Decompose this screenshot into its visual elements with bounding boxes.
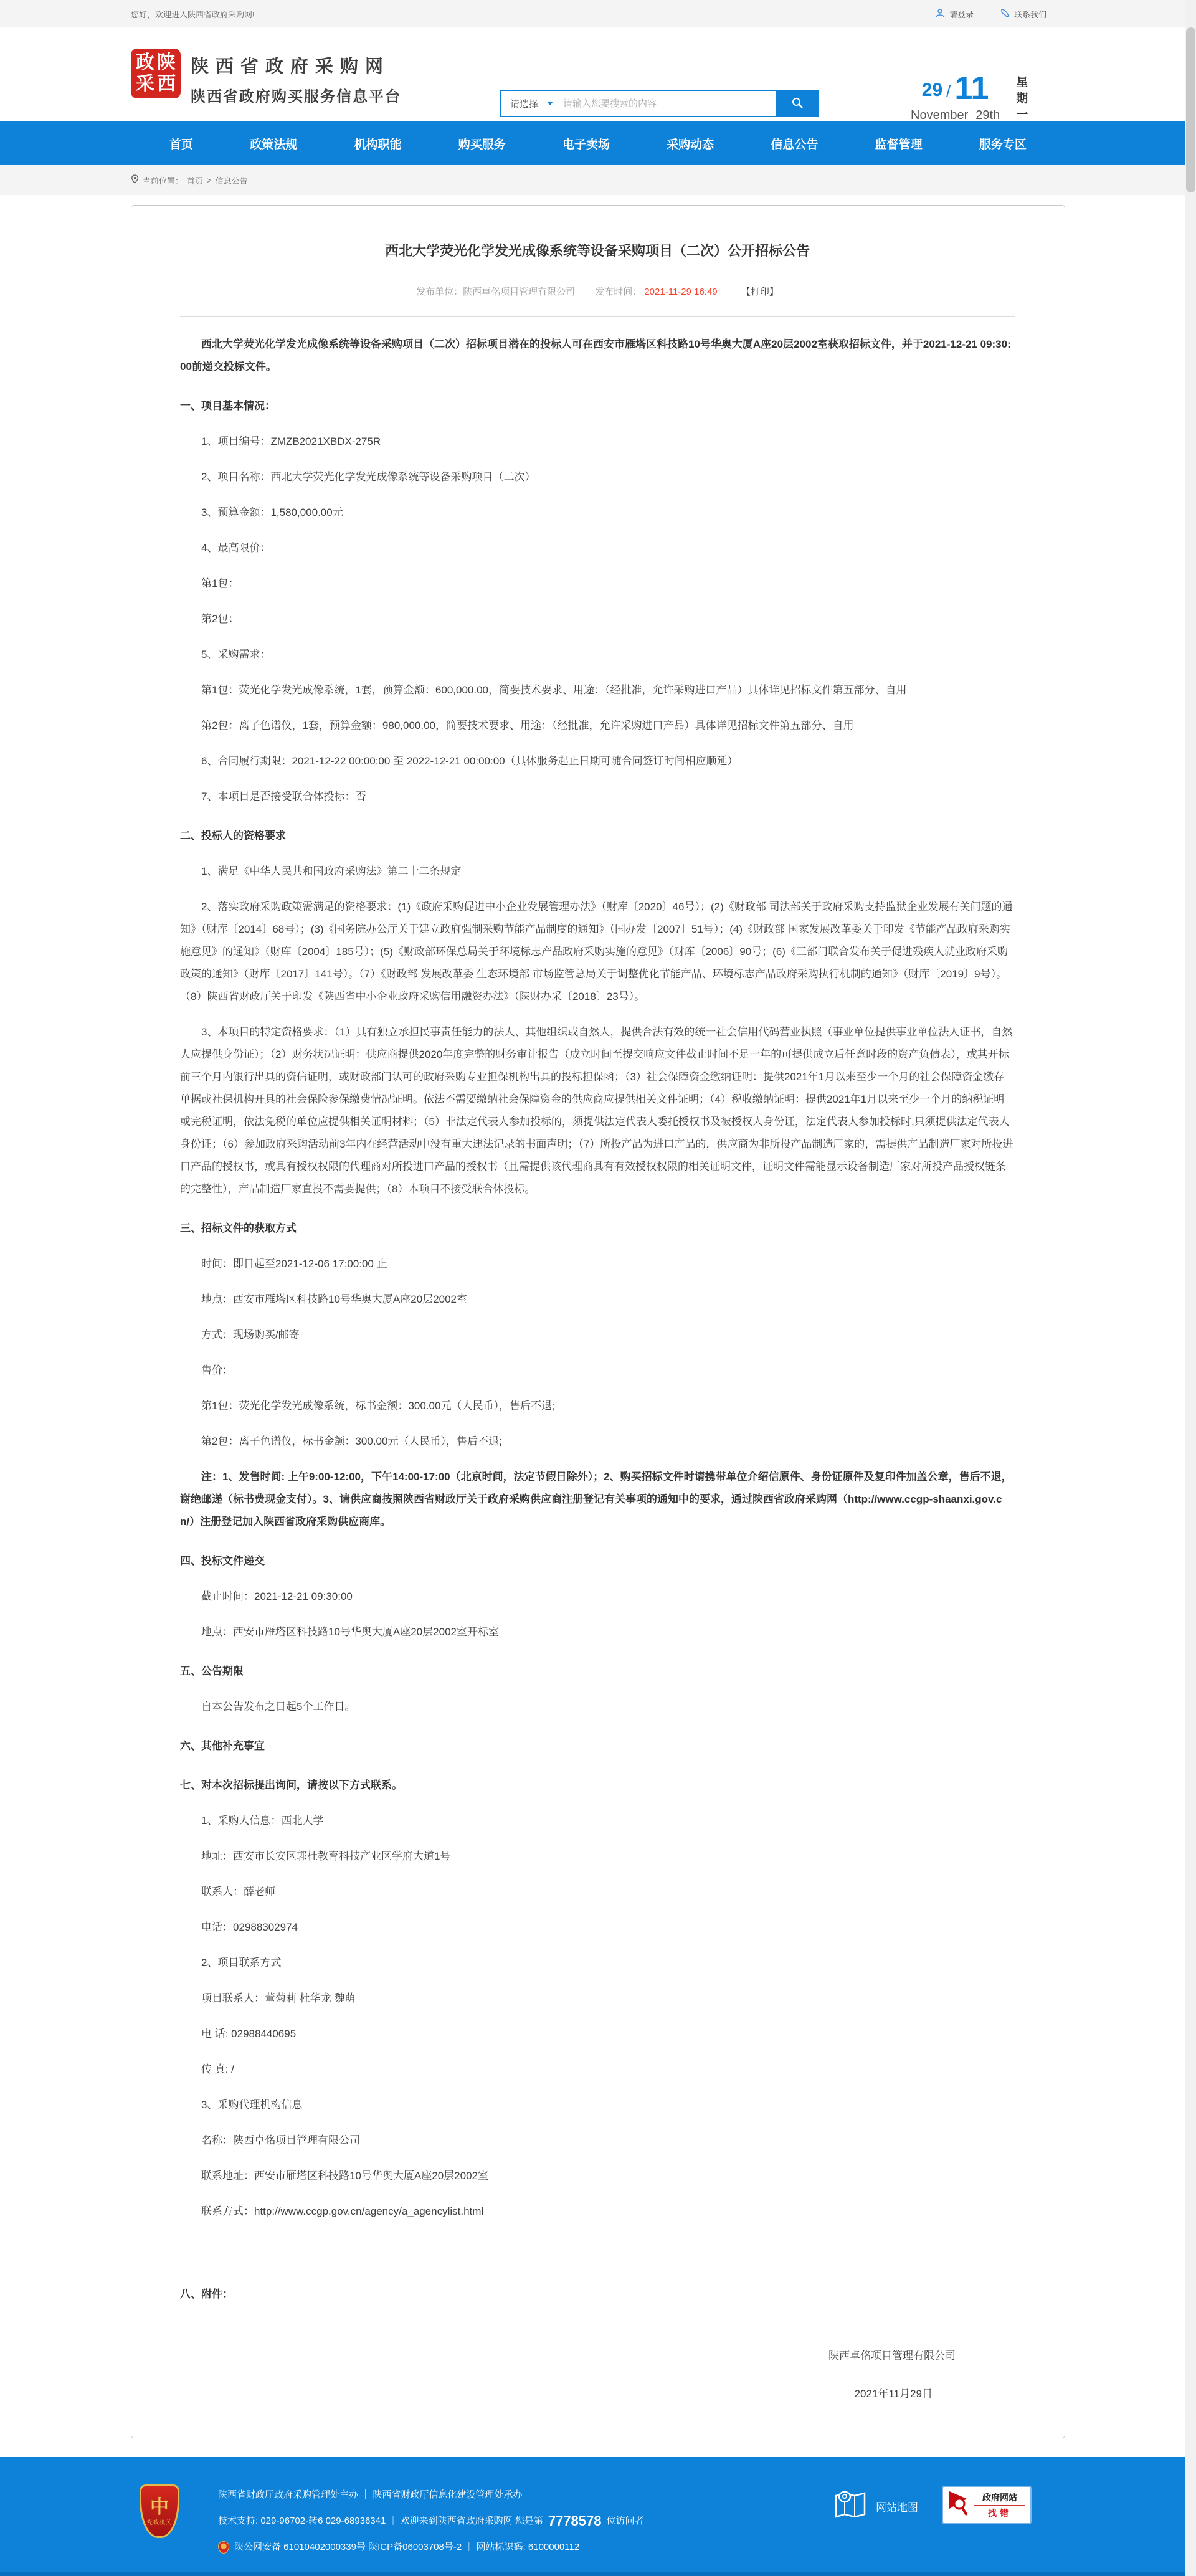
- government-emblem-icon: 中 党政机关: [140, 2484, 179, 2538]
- doc-paragraph: 传 真: /: [201, 2063, 234, 2075]
- search-icon: [791, 97, 804, 111]
- sitemap-link[interactable]: 网站地图: [833, 2489, 918, 2524]
- doc-paragraph: 第1包：: [201, 577, 239, 589]
- phone-icon: [1000, 8, 1010, 20]
- search-category-select[interactable]: [501, 97, 563, 110]
- top-bar: [0, 0, 1196, 27]
- doc-paragraph: 2、落实政府采购政策需满足的资格要求：(1)《政府采购促进中小企业发展管理办法》（财库〔2020〕46号）；(2)《财政部 司法部关于政府采购支持监狱企业发展有关问题的通知》（财库〔2014〕68号）；(3)《国务院办公厅关于建立政府强制采购节能产品制度的通知》（国办发〔2007〕51号）；(4)《财政部 国家发展改革委关于印发《节能产品政府采购实施意见》的通知》（财库〔2004〕185号）；(5)《财政部环保总局关于环境标志产品政府采购实施的意见》（财库〔2006〕90号；(6)《三部门联合发布关于促进残疾人就业政府采购政策的通知》（财库〔2017〕141号）。（7）《财政部 发展改革委 生态环境部 市场监管总局关于调整优化节能产品、环境标志产品政府采购执行机制的通知》（财库〔2019〕9号）。（8）陕西省财政厅关于印发《陕西省中小企业政府采购信用融资办法》（陕财办采〔2018〕23号）。: [180, 901, 1013, 1002]
- site-logo: [131, 49, 181, 98]
- doc-paragraph: 1、项目编号：ZMZB2021XBDX-275R: [201, 435, 381, 447]
- publish-time-value: 2021-11-29 16:49: [644, 287, 718, 297]
- footer-info: [218, 2482, 644, 2560]
- footer-line-organizer: 陕西省财政厅政府采购管理处主办 ｜ 陕西省财政厅信息化建设管理处承办: [218, 2489, 523, 2500]
- footer-line-support: 技术支持: 029-96702-转6 029-68936341 ｜ 欢迎来到陕西省政府采购网 您是第 7778578 位访问者: [218, 2508, 644, 2534]
- scrollbar-thumb[interactable]: [1186, 27, 1195, 192]
- footer-line-icp: 陕公网安备 61010402000339号 陕ICP备06003708号-2 ｜ 网站标识码: 6100000112: [218, 2534, 644, 2560]
- main-nav: [0, 121, 1196, 165]
- doc-paragraph: 1、采购人信息：西北大学: [201, 1815, 324, 1827]
- date-numbers: [911, 72, 1000, 123]
- doc-paragraph: 第1包：荧光化学发光成像系统，标书金额：300.00元（人民币），售后不退;: [201, 1400, 555, 1412]
- section-heading: 一、项目基本情况：: [180, 400, 275, 412]
- user-icon: [935, 8, 945, 20]
- doc-paragraph: 2、项目联系方式: [201, 1957, 282, 1969]
- logo-char: 陕: [157, 52, 176, 73]
- page-title: 西北大学荧光化学发光成像系统等设备采购项目（二次）公开招标公告: [384, 243, 810, 259]
- publish-time: 发布时间： 2021-11-29 16:49: [595, 287, 718, 297]
- divider: [180, 316, 1015, 317]
- doc-paragraph: 2、项目名称：西北大学荧光化学发光成像系统等设备采购项目（二次）: [201, 471, 536, 483]
- doc-paragraph: 时间：即日起至2021-12-06 17:00:00 止: [201, 1258, 387, 1270]
- sitemap-icon: [833, 2489, 867, 2524]
- doc-paragraph: 地点：西安市雁塔区科技路10号华奥大厦A座20层2002室开标室: [201, 1626, 499, 1638]
- section-heading: 六、其他补充事宜: [180, 1740, 265, 1752]
- section-heading: 八、附件：: [180, 2288, 233, 2300]
- site-subtitle: 陕西省政府购买服务信息平台: [191, 88, 401, 105]
- breadcrumb-current[interactable]: 信息公告: [215, 176, 248, 186]
- doc-paragraph: 第2包：: [201, 613, 239, 625]
- breadcrumb-label: 当前位置：: [143, 176, 184, 186]
- doc-paragraph: 联系方式：http://www.ccgp.gov.cn/agency/a_agencylist.html: [201, 2205, 484, 2217]
- search-select-label: 请选择: [510, 98, 539, 110]
- site-footer: [0, 2457, 1196, 2576]
- section-heading: 四、投标文件递交: [180, 1555, 265, 1567]
- doc-paragraph: 名称：陕西卓佲项目管理有限公司: [201, 2134, 360, 2146]
- date-block: [911, 72, 1028, 123]
- nav-item-8[interactable]: 监督管理: [875, 138, 923, 151]
- doc-paragraph: 联系人：薛老师: [201, 1886, 275, 1898]
- contact-link[interactable]: [1000, 8, 1046, 20]
- logo-char: 采: [136, 74, 154, 94]
- location-pin-icon: [131, 174, 139, 186]
- date-month-en: November: [911, 108, 969, 122]
- doc-paragraph: 7、本项目是否接受联合体投标：否: [201, 791, 366, 802]
- footer-bottom-strip: [0, 2572, 1196, 2576]
- doc-paragraph: 项目联系人：董菊莉 杜华龙 魏萌: [201, 1992, 356, 2004]
- gov-website-error-badge[interactable]: 政府网站 找错: [942, 2486, 1032, 2524]
- doc-paragraph: 联系地址：西安市雁塔区科技路10号华奥大厦A座20层2002室: [201, 2170, 488, 2182]
- nav-item-5[interactable]: 电子卖场: [562, 138, 610, 151]
- logo-char: 政: [136, 52, 154, 73]
- doc-paragraph: 4、最高限价：: [201, 542, 271, 554]
- print-button[interactable]: 【打印】: [741, 287, 779, 297]
- section-heading: 七、对本次招标提出询问，请按以下方式联系。: [180, 1779, 402, 1791]
- error-finder-icon: [948, 2490, 969, 2521]
- doc-paragraph: 注：1、发售时间: 上午9:00-12:00，下午14:00-17:00（北京时间，法定节假日除外）；2、购买招标文件时请携带单位介绍信原件、身份证原件及复印件加盖公章，售后不退，谢绝邮递（标书费现金支付）。3、请供应商按照陕西省财政厅关于政府采购供应商注册登记有关事项的通知中的要求，通过陕西省政府采购网（http://www.ccgp-shaanxi.gov.cn/）注册登记加入陕西省政府采购供应商库。: [180, 1471, 1012, 1528]
- topbar-right: [935, 8, 1046, 20]
- doc-paragraph: 地址：西安市长安区郭杜教育科技产业区学府大道1号: [201, 1850, 451, 1862]
- date-month: 11: [954, 70, 989, 107]
- signature-date: 2021年11月29日: [854, 2388, 933, 2400]
- doc-paragraph: 西北大学荧光化学发光成像系统等设备采购项目（二次）招标项目潜在的投标人可在西安市雁塔区科技路10号华奥大厦A座20层2002室获取招标文件，并于2021-12-21 09:30:00前递交投标文件。: [180, 338, 1011, 373]
- login-link[interactable]: [935, 8, 974, 20]
- doc-paragraph: 截止时间：2021-12-21 09:30:00: [201, 1590, 353, 1602]
- doc-paragraph: 地点：西安市雁塔区科技路10号华奥大厦A座20层2002室: [201, 1293, 467, 1305]
- doc-paragraph: 电话：02988302974: [201, 1921, 298, 1933]
- doc-paragraph: 3、预算金额：1,580,000.00元: [201, 506, 343, 518]
- doc-paragraph: 5、采购需求：: [201, 649, 271, 660]
- breadcrumb-home[interactable]: 首页: [187, 176, 204, 186]
- nav-item-3[interactable]: 机构职能: [354, 138, 402, 151]
- section-heading: 五、公告期限: [180, 1665, 244, 1677]
- doc-paragraph: 3、本项目的特定资格要求：（1）具有独立承担民事责任能力的法人、其他组织或自然人，提供合法有效的统一社会信用代码营业执照（事业单位提供事业单位法人证书，自然人应提供身份证）；（2）财务状况证明：供应商提供2020年度完整的财务审计报告（成立时间至提交响应文件截止时间不足一年的可提供成立后任意时段的资产负债表），或其开标前三个月内银行出具的资信证明，或财政部门认可的政府采购专业担保机构出具的投标担保函；（3）社会保障资金缴纳证明：提供2021年1月以来至少一个月的社会保障资金缴存单据或社保机构开具的社会保险参保缴费情况证明。依法不需要缴纳社会保障资金的供应商应提供相关文件证明；（4）税收缴纳证明：提供2021年1月以来至少一个月的纳税证明或完税证明，依法免税的单位应提供相关证明材料；（5）非法定代表人参加投标的，须提供法定代表人委托授权书及被授权人身份证，法定代表人参加投标时,只须提供法定代表人身份证；（6）参加政府采购活动前3年内在经营活动中没有重大违法记录的书面声明；（7）所投产品为进口产品的，供应商为非所投产品制造厂家的，需提供产品制造厂家对所投进口产品的授权书，或具有授权权限的代理商对所投进口产品的授权书（且需提供该代理商具有有效授权权限的相关证明文件，证明文件需能显示设备制造厂家对所投产品授权链条的完整性），产品制造厂家直投不需要提供；（8）本项目不接受联合体投标。: [180, 1026, 1013, 1195]
- search-box: [500, 90, 819, 117]
- doc-paragraph: 第2包：离子色谱仪，1套，预算金额：980,000.00，简要技术要求、用途：（经批准，允许采购进口产品）具体详见招标文件第五部分、自用: [201, 720, 854, 731]
- nav-item-1[interactable]: 首页: [169, 138, 194, 151]
- announcement-card: [131, 205, 1065, 2438]
- chevron-down-icon: [547, 102, 553, 105]
- section-heading: 二、投标人的资格要求: [180, 830, 286, 842]
- police-badge-icon: [218, 2541, 229, 2554]
- doc-meta: [180, 285, 1015, 298]
- doc-paragraph: 第2包：离子色谱仪，标书金额：300.00元（人民币），售后不退;: [201, 1435, 502, 1447]
- doc-body: [180, 333, 1015, 2306]
- doc-paragraph: 3、采购代理机构信息: [201, 2099, 303, 2111]
- publisher: 发布单位：陕西卓佲项目管理有限公司: [416, 287, 576, 297]
- site-titles: [191, 52, 401, 106]
- site-title: 陕西省政府采购网: [191, 57, 391, 77]
- weekday-label: 星 期 一: [1016, 76, 1028, 121]
- signature-block: [180, 2347, 1015, 2400]
- doc-paragraph: 电 话: 02988440695: [201, 2028, 297, 2040]
- contact-label: 联系我们: [1013, 9, 1046, 19]
- main-content: [0, 195, 1196, 2457]
- doc-paragraph: 1、满足《中华人民共和国政府采购法》第二十二条规定: [201, 865, 462, 877]
- visitor-counter: 7778578: [548, 2513, 602, 2529]
- breadcrumb-bar: [0, 165, 1196, 195]
- nav-item-9[interactable]: 服务专区: [979, 138, 1027, 151]
- doc-paragraph: 自本公告发布之日起5个工作日。: [201, 1701, 356, 1713]
- search-button[interactable]: [776, 90, 819, 117]
- breadcrumb-separator: >: [207, 175, 212, 185]
- doc-paragraph: 6、合同履行期限：2021-12-22 00:00:00 至 2022-12-21 00:00:00（具体服务起止日期可随合同签订时间相应顺延）: [201, 755, 738, 767]
- date-day-en: 29th: [975, 108, 1000, 122]
- logo-char: 西: [157, 74, 176, 94]
- search-input[interactable]: [563, 98, 776, 109]
- login-label: 请登录: [949, 9, 974, 19]
- nav-item-4[interactable]: 购买服务: [458, 138, 506, 151]
- breadcrumb: [131, 174, 248, 186]
- nav-item-7[interactable]: 信息公告: [771, 138, 819, 151]
- welcome-text: 您好，欢迎进入陕西省政府采购网!: [131, 9, 255, 19]
- doc-paragraph: 售价：: [201, 1364, 233, 1376]
- nav-item-6[interactable]: 采购动态: [667, 138, 714, 151]
- nav-item-2[interactable]: 政策法规: [250, 138, 298, 151]
- doc-paragraph: 方式：现场购买/邮寄: [201, 1329, 300, 1341]
- site-header: [0, 27, 1196, 121]
- signature-company: 陕西卓佲项目管理有限公司: [828, 2350, 956, 2362]
- date-day: 29: [921, 80, 943, 100]
- section-heading: 三、招标文件的获取方式: [180, 1222, 297, 1234]
- date-separator: /: [946, 82, 951, 100]
- doc-paragraph: 第1包：荧光化学发光成像系统，1套，预算金额：600,000.00，简要技术要求、用途：（经批准，允许采购进口产品）具体详见招标文件第五部分、自用: [201, 684, 907, 696]
- scrollbar-track[interactable]: [1185, 0, 1196, 2576]
